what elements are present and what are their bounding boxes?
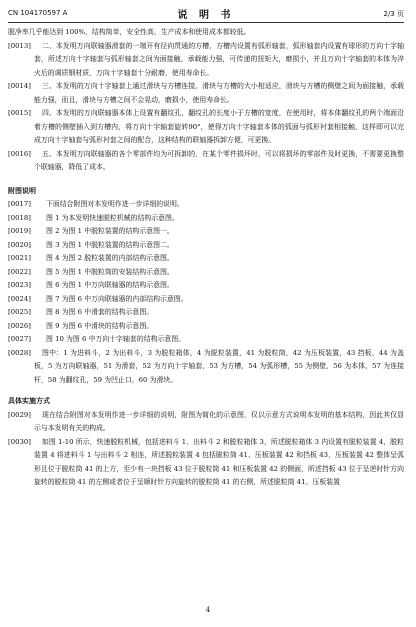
paragraph-number: [0022] bbox=[8, 267, 31, 276]
paragraph-number: [0029] bbox=[8, 410, 31, 419]
paragraph-number: [0015] bbox=[8, 109, 31, 117]
header-divider bbox=[8, 22, 404, 23]
paragraph-number: [0021] bbox=[8, 254, 31, 262]
paragraph-number: [0019] bbox=[8, 227, 31, 235]
figure-description bbox=[8, 212, 404, 226]
paragraph-text: 下面结合附图对本发明作进一步详细的说明。 bbox=[46, 200, 184, 208]
figure-caption: 图 1 为本发明快速脱粒机械的结构示意图。 bbox=[46, 213, 179, 222]
figure-description bbox=[8, 279, 404, 293]
paragraph-number: [0017] bbox=[8, 200, 31, 208]
figure-description bbox=[8, 333, 404, 347]
figure-description bbox=[8, 306, 404, 320]
figure-description bbox=[8, 266, 404, 280]
figure-description bbox=[8, 293, 404, 307]
section-heading-embodiment: 具体实施方式 bbox=[8, 397, 50, 405]
figure-description bbox=[8, 239, 404, 253]
paragraph-0014 bbox=[8, 80, 404, 107]
paragraph-number: [0018] bbox=[8, 213, 31, 222]
figure-caption: 图 7 为图 6 中万向联轴器的内部结构示意图。 bbox=[46, 294, 188, 303]
figure-description bbox=[8, 320, 404, 334]
paragraph-number: [0016] bbox=[8, 149, 31, 158]
paragraph-text: 现在结合附图对本发明作进一步详细的说明，附图为简化的示意图，仅以示意方式说明本发明的基本结构，因此其仅显示与本发明有关的构成。 bbox=[34, 410, 404, 432]
figure-caption: 图 2 为图 1 中脱粒装置的结构示意图一。 bbox=[46, 227, 174, 235]
paragraph-text: 四、本发明的万向联轴器本体上设置有翻纹孔，翻纹孔的长度小于方槽的宽度，在使用时，将本体翻纹孔的两个端面沿着方槽的侧壁插入到方槽内，将万向十字轴套旋转90°，使得万向十字轴套本体的弧面与弧形衬套相接触，这样即可以完成万向十字轴套与弧形衬套之间的配合，这种结构的联轴器拆卸方便，可更换。 bbox=[34, 109, 404, 144]
figure-description bbox=[8, 252, 404, 266]
paragraph-number: [0026] bbox=[8, 321, 31, 330]
paragraph-text: 三、本发明的万向十字轴套上通过滑块与方槽连接，滑块与方槽的大小相适应，滑块与方槽的侧壁之间为面接触，承载能力强，而且，滑块与方槽之间不会晃动，磨损小，使用寿命长。 bbox=[34, 82, 404, 104]
paragraph-0017 bbox=[8, 198, 404, 212]
intro-continuation: 脱净率几乎能达到 100%，结构简单，安全性高，生产成本和使用成本都较低。 bbox=[8, 28, 251, 36]
paragraph-number: [0024] bbox=[8, 294, 31, 303]
doc-title: 说 明 书 bbox=[177, 10, 235, 21]
paragraph-number: [0014] bbox=[8, 82, 31, 90]
spacer bbox=[8, 387, 404, 395]
paragraph-text: 二、本发明万向联轴器滑套的一端开有径向贯通的方槽，方槽内设置有弧形轴套，弧形轴套内设置有球形的万向十字轴套，所述万向十字轴套与弧形轴套之间为面接触，承载能力强，可传递的扭矩大，磨损小，并且万向十字轴套的本体为淬火后的调质钢材质，万向十字轴套十分耐磨，使用寿命长。 bbox=[34, 41, 404, 77]
page-info: 2/3 页 bbox=[383, 10, 404, 18]
figure-caption: 图 6 为图 1 中万向联轴器的结构示意图。 bbox=[46, 281, 174, 289]
paragraph-text: 如图 1-10 所示，快速脱粒机械，包括进料斗 1、出料斗 2 和脱粒箱体 3，所述脱粒箱体 3 内设置有脱粒装置 4，脱粒装置 4 将进料斗 1 与出料斗 2 相连，所述脱粒装置 4 包括脱粒筒 41、压板装置 42 和挡板 43，压板装置 42 整体呈弧形且位于脱粒筒 41 的上方，至少有一块挡板 43 位于脱粒筒 41 和压板装置 42 的侧面，所述挡板 43 位于呈逆时针方向旋转的脱粒筒 41 的左侧或者位于呈顺时针方向旋转的脱粒筒 41 的右侧，所述脱粒筒 41、压板装置 bbox=[34, 437, 404, 486]
paragraph-number: [0028] bbox=[8, 348, 31, 357]
paragraph-number: [0030] bbox=[8, 437, 31, 446]
paragraph-number: [0025] bbox=[8, 308, 31, 316]
document-body bbox=[8, 26, 404, 490]
paragraph-number: [0020] bbox=[8, 240, 31, 249]
page-number: 4 bbox=[205, 606, 211, 614]
figure-caption: 图 3 为图 1 中脱粒装置的结构示意图二。 bbox=[46, 240, 174, 249]
reference-legend: 图中：1 为进料斗，2 为出料斗，3 为脱粒箱体，4 为脱粒装置，41 为脱粒筒，42 为压板装置，43 挡板，44 为盖板，5 为万向联轴器，51 为滑套，52 为万向十字轴套，53 为方槽，54 为弧形槽，55 为侧壁，56 为本体，57 为连接杆，58 为翻纹孔，59 为凹止口，60 为滑块。 bbox=[34, 348, 404, 384]
figure-caption: 图 9 为图 6 中滑块的结构示意图。 bbox=[46, 321, 154, 330]
figure-caption: 图 8 为图 6 中滑套的结构示意图。 bbox=[46, 308, 154, 316]
spacer bbox=[8, 175, 404, 185]
section-heading-drawings: 附图说明 bbox=[8, 186, 36, 195]
paragraph-number: [0013] bbox=[8, 41, 31, 50]
paragraph-0028 bbox=[8, 347, 404, 388]
paragraph-text: 五、本发明万向联轴器的各个零部件均为可拆卸的，在某个零件损坏时，可以将损坏的零部件及时更换，不需要更换整个联轴器，降低了成本。 bbox=[34, 149, 404, 171]
paragraph-0013 bbox=[8, 40, 404, 81]
figure-caption: 图 10 为图 6 中万向十字轴套的结构示意图。 bbox=[46, 335, 186, 343]
paragraph-number: [0027] bbox=[8, 335, 31, 343]
paragraph-number: [0023] bbox=[8, 281, 31, 289]
figure-description bbox=[8, 225, 404, 239]
figure-caption: 图 4 为图 2 脱粒装置的内部结构示意图。 bbox=[46, 254, 174, 262]
paragraph-0015 bbox=[8, 107, 404, 148]
page-header bbox=[8, 6, 404, 22]
paragraph-0029 bbox=[8, 409, 404, 436]
paragraph-0030 bbox=[8, 436, 404, 490]
figure-caption: 图 5 为图 1 中脱粒筒的安装结构示意图。 bbox=[46, 267, 174, 276]
paragraph-0016 bbox=[8, 148, 404, 175]
doc-number: CN 104170597 A bbox=[8, 9, 68, 17]
